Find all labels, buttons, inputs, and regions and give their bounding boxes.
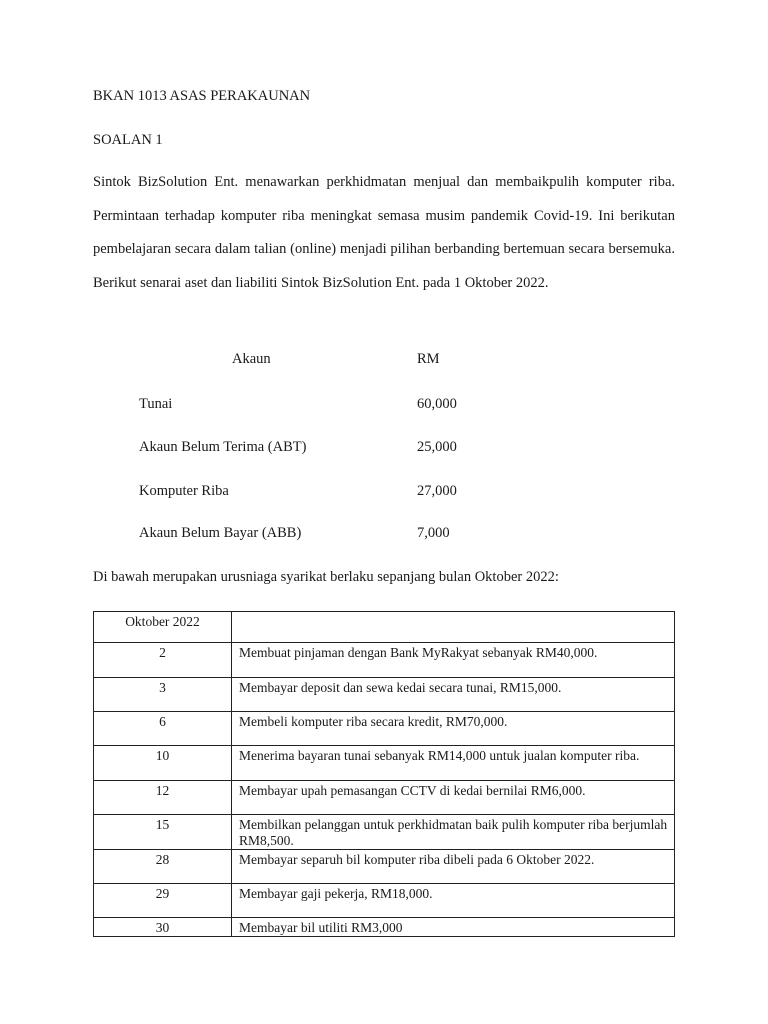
table-row bbox=[94, 678, 675, 712]
table-row bbox=[94, 712, 675, 746]
desc-cell: Membayar separuh bil komputer riba dibeli pada 6 Oktober 2022. bbox=[232, 850, 675, 884]
transactions-table bbox=[93, 611, 675, 937]
date-cell: 3 bbox=[94, 678, 232, 712]
account-amount: 25,000 bbox=[417, 439, 457, 455]
account-name: Komputer Riba bbox=[139, 483, 229, 499]
account-name: Akaun Belum Terima (ABT) bbox=[139, 439, 307, 455]
date-cell: 10 bbox=[94, 746, 232, 781]
desc-cell: Membeli komputer riba secara kredit, RM70,000. bbox=[232, 712, 675, 746]
date-cell: 15 bbox=[94, 815, 232, 850]
date-cell: 29 bbox=[94, 884, 232, 918]
desc-cell: Membayar gaji pekerja, RM18,000. bbox=[232, 884, 675, 918]
header-date-cell: Oktober 2022 bbox=[94, 612, 232, 643]
account-name: Akaun Belum Bayar (ABB) bbox=[139, 525, 302, 541]
desc-cell: Membilkan pelanggan untuk perkhidmatan baik pulih komputer riba berjumlah RM8,500. bbox=[232, 815, 675, 850]
accounts-header-amount: RM bbox=[417, 351, 440, 367]
account-name: Tunai bbox=[139, 396, 173, 412]
table-row bbox=[94, 746, 675, 781]
table-row bbox=[94, 815, 675, 850]
course-title: BKAN 1013 ASAS PERAKAUNAN bbox=[93, 88, 311, 104]
desc-cell: Membayar deposit dan sewa kedai secara tunai, RM15,000. bbox=[232, 678, 675, 712]
account-amount: 27,000 bbox=[417, 483, 457, 499]
question-label: SOALAN 1 bbox=[93, 132, 163, 148]
desc-cell: Membayar bil utiliti RM3,000 bbox=[232, 918, 675, 937]
intro-paragraph: Sintok BizSolution Ent. menawarkan perkhidmatan menjual dan membaikpulih komputer riba. Permintaan terhadap komputer riba meningkat semasa musim pandemik Covid-19. Ini berikutan pembelajaran secara dalam talian (online) menjadi pilihan berbanding bertemuan secara bersemuka. Berikut senarai aset dan liabiliti Sintok BizSolution Ent. pada 1 Oktober 2022. bbox=[93, 174, 675, 291]
desc-cell: Membuat pinjaman dengan Bank MyRakyat sebanyak RM40,000. bbox=[232, 643, 675, 678]
date-cell: 2 bbox=[94, 643, 232, 678]
date-cell: 28 bbox=[94, 850, 232, 884]
desc-cell: Menerima bayaran tunai sebanyak RM14,000 untuk jualan komputer riba. bbox=[232, 746, 675, 781]
table-header-row bbox=[94, 612, 675, 643]
table-row bbox=[94, 884, 675, 918]
date-cell: 30 bbox=[94, 918, 232, 937]
date-cell: 6 bbox=[94, 712, 232, 746]
account-amount: 60,000 bbox=[417, 396, 457, 412]
table-row bbox=[94, 781, 675, 815]
desc-cell: Membayar upah pemasangan CCTV di kedai bernilai RM6,000. bbox=[232, 781, 675, 815]
account-amount: 7,000 bbox=[417, 525, 450, 541]
transactions-intro: Di bawah merupakan urusniaga syarikat berlaku sepanjang bulan Oktober 2022: bbox=[93, 569, 559, 585]
table-row bbox=[94, 918, 675, 937]
table-row bbox=[94, 643, 675, 678]
table-row bbox=[94, 850, 675, 884]
date-cell: 12 bbox=[94, 781, 232, 815]
accounts-header-account: Akaun bbox=[232, 351, 271, 367]
header-desc-cell bbox=[232, 612, 675, 643]
